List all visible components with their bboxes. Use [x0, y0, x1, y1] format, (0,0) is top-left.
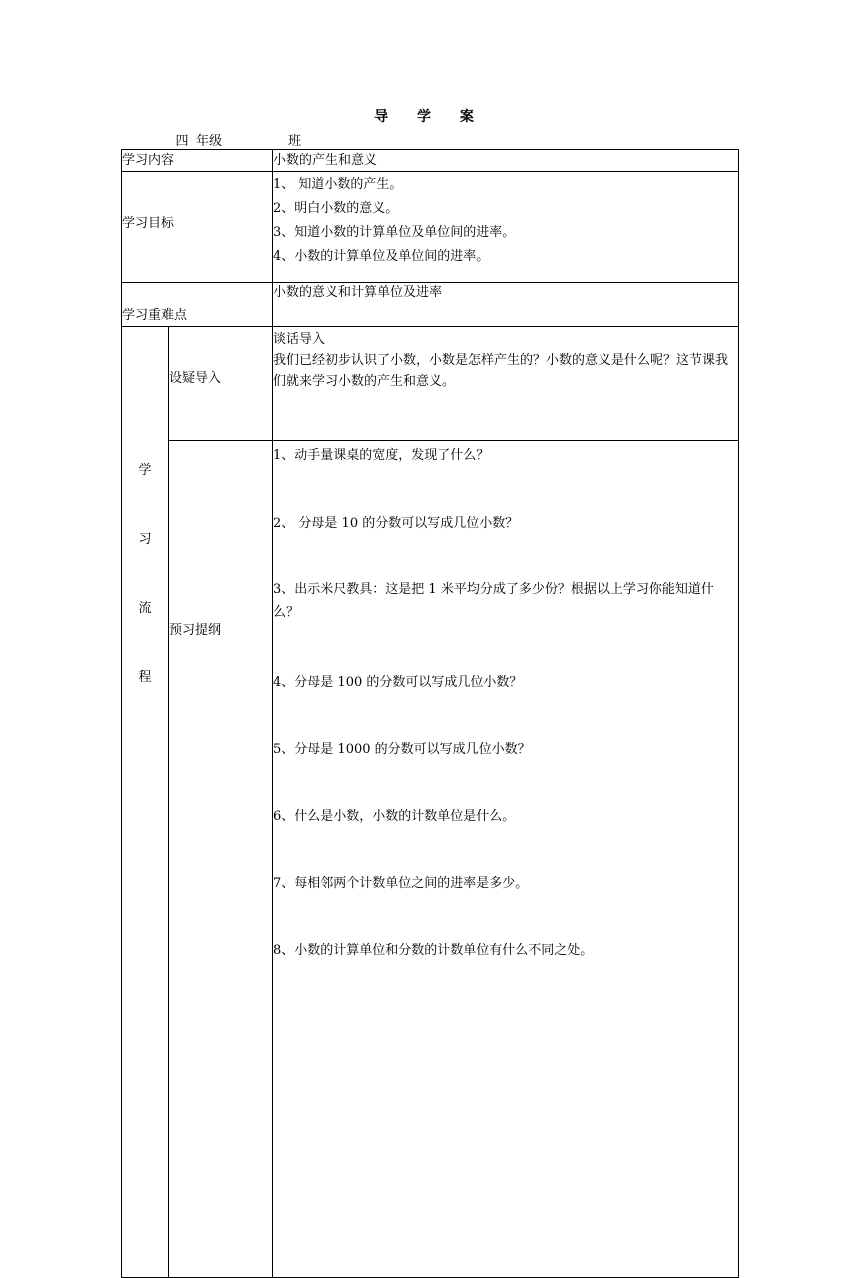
goal-item: 4、小数的计算单位及单位间的进率。: [273, 249, 490, 264]
row-content: [122, 150, 739, 172]
preview-item: 7、每相邻两个计数单位之间的进率是多少。: [273, 876, 529, 891]
goal-item: 2、明白小数的意义。: [273, 201, 399, 216]
goal-item: 1、 知道小数的产生。: [273, 177, 403, 192]
grade-label: 年级: [196, 134, 223, 149]
preview-item: 6、什么是小数，小数的计数单位是什么。: [273, 809, 516, 824]
study-guide-table: [121, 149, 739, 1278]
preview-list: [273, 441, 739, 1278]
goal-item: 3、知道小数的计算单位及单位间的进率。: [273, 225, 516, 240]
page-title: 导 学 案: [374, 109, 486, 125]
key-label: 学习重难点: [122, 283, 273, 327]
process-label: 学 习 流 程: [122, 327, 169, 1278]
preview-item: 3、出示米尺教具：这是把 1 米平均分成了多少份？根据以上学习你能知道什么？: [273, 582, 714, 620]
goals-list: [273, 172, 739, 283]
class-blank: [230, 134, 282, 150]
preview-item: 1、动手量课桌的宽度，发现了什么？: [273, 448, 490, 463]
content-label: 学习内容: [122, 150, 273, 172]
intro-text: 我们已经初步认识了小数，小数是怎样产生的？小数的意义是什么呢？这节课我们就来学习小数的产生和意义。: [273, 353, 729, 389]
grade-blank-left: [130, 134, 168, 150]
preview-item: 2、 分母是 10 的分数可以写成几位小数？: [273, 516, 519, 531]
grade-value: 四: [168, 134, 196, 150]
intro-content: [273, 327, 739, 441]
content-value: 小数的产生和意义: [273, 150, 739, 172]
preview-label: 预习提纲: [169, 441, 273, 1278]
key-value: 小数的意义和计算单位及进率: [273, 283, 739, 327]
row-intro: [122, 327, 739, 441]
goals-label: 学习目标: [122, 172, 273, 283]
intro-label: 设疑导入: [169, 327, 273, 441]
preview-item: 8、小数的计算单位和分数的计数单位有什么不同之处。: [273, 943, 594, 958]
grade-class-line: [130, 130, 301, 150]
row-key-points: [122, 283, 739, 327]
class-label: 班: [288, 134, 302, 149]
row-goals: [122, 172, 739, 283]
preview-item: 4、分母是 100 的分数可以写成几位小数？: [273, 675, 523, 690]
preview-item: 5、分母是 1000 的分数可以写成几位小数？: [273, 742, 531, 757]
intro-title: 谈话导入: [273, 332, 326, 347]
row-preview: [122, 441, 739, 1278]
